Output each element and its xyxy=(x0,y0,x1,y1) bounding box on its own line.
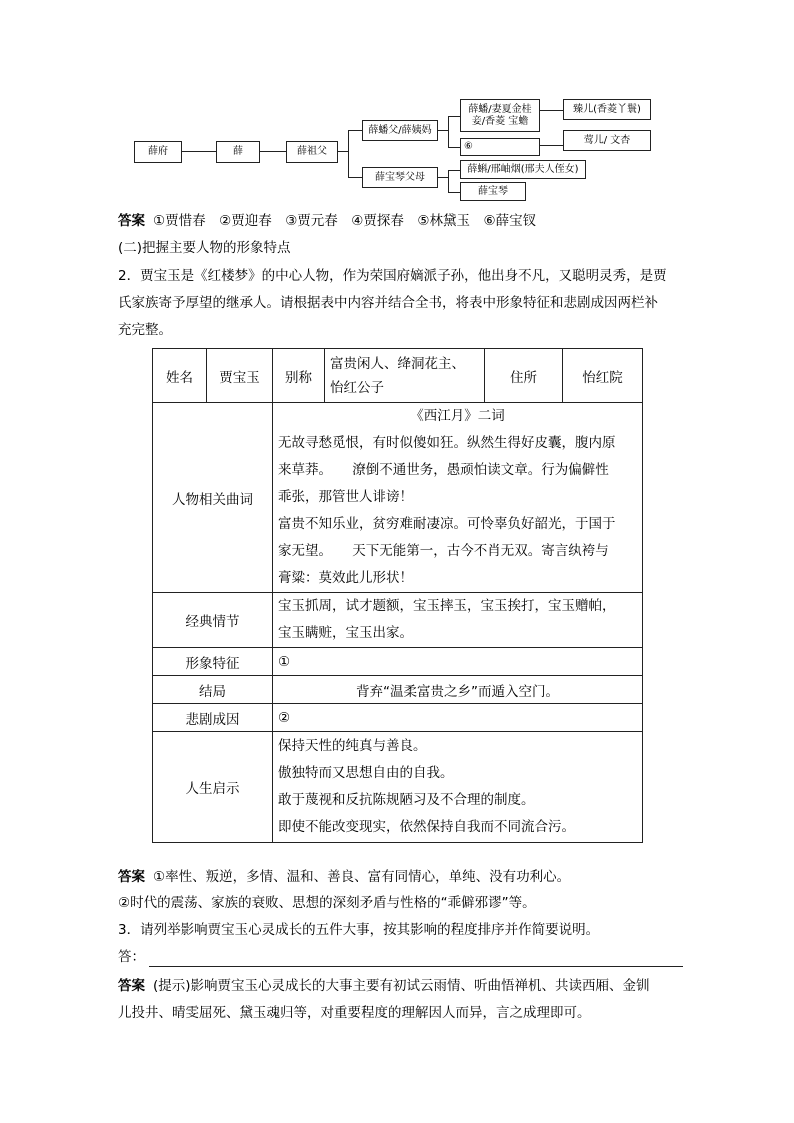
answer-label: 答案 xyxy=(118,213,145,229)
answer-2-line1 xyxy=(118,867,570,887)
cell-residence: 怡红院 xyxy=(563,349,643,403)
header-cause: 悲剧成因 xyxy=(153,704,273,732)
cell-alias xyxy=(325,349,485,403)
plot-line2: 宝玉瞒赃，宝玉出家。 xyxy=(278,625,413,641)
answer-2-text1: ①率性、叛逆，多情、温和、善良、富有同情心，单纯、没有功利心。 xyxy=(153,869,571,885)
table-row xyxy=(153,704,643,732)
node-xuepan-parents: 薛蟠父/薛姨妈 xyxy=(362,120,438,141)
connector xyxy=(348,130,349,177)
header-insight: 人生启示 xyxy=(153,732,273,843)
connector xyxy=(438,130,448,131)
header-ending: 结局 xyxy=(153,676,273,704)
connector xyxy=(448,147,460,148)
connector xyxy=(182,151,216,152)
cell-name: 贾宝玉 xyxy=(207,349,273,403)
node-xuepan xyxy=(460,99,540,132)
question-2-line2: 氏家族寄予厚望的继承人。请根据表中内容并结合全书，将表中形象特征和悲剧成因两栏补 xyxy=(118,295,658,311)
question-3: 3．请列举影响贾宝玉心灵成长的五件大事，按其影响的程度排序并作简要说明。 xyxy=(118,922,600,938)
answer-2-line2: ②时代的震荡、家族的衰败、思想的深刻矛盾与性格的“乖僻邪谬”等。 xyxy=(118,895,536,911)
insight-line: 即使不能改变现实，依然保持自我而不同流合污。 xyxy=(278,819,575,835)
insight-line: 傲独特而又思想自由的自我。 xyxy=(278,765,454,781)
header-alias: 别称 xyxy=(273,349,325,403)
table-row xyxy=(153,732,643,843)
connector xyxy=(448,170,449,192)
answer-1 xyxy=(118,211,536,231)
cell-insight xyxy=(273,732,643,843)
cell-cause: ② xyxy=(273,704,643,732)
answer-blank-line[interactable] xyxy=(149,950,683,967)
cell-image: ① xyxy=(273,648,643,676)
table-row xyxy=(153,403,643,593)
connector xyxy=(540,145,563,146)
section-title: (二)把握主要人物的形象特点 xyxy=(118,240,291,256)
cell-plot xyxy=(273,593,643,648)
node-xuefu: 薛府 xyxy=(134,141,182,163)
plot-line1: 宝玉抓周，试才题额，宝玉摔玉，宝玉挨打，宝玉赠帕， xyxy=(278,598,616,614)
node-xuebaoqin: 薛宝琴 xyxy=(460,182,526,201)
header-image: 形象特征 xyxy=(153,648,273,676)
cell-lyrics xyxy=(273,403,643,593)
connector xyxy=(448,116,460,117)
table-row xyxy=(153,593,643,648)
alias-line2: 怡红公子 xyxy=(330,379,384,396)
answer-prompt xyxy=(118,947,683,967)
header-residence: 住所 xyxy=(485,349,563,403)
answer-prompt-label: 答： xyxy=(118,949,145,965)
answer-3-line1 xyxy=(118,976,650,996)
cell-ending: 背弃“温柔富贵之乡”而遁入空门。 xyxy=(273,676,643,704)
connector xyxy=(348,130,362,131)
lyrics-line: 乖张，那管世人诽谤！ xyxy=(278,489,413,505)
connector xyxy=(260,151,286,152)
insight-line: 保持天性的纯真与善良。 xyxy=(278,738,427,754)
node-xuebaoqin-parents: 薛宝琴父母 xyxy=(362,167,438,188)
character-table xyxy=(152,348,643,843)
answer-1-text: ①贾惜春 ②贾迎春 ③贾元春 ④贾探春 ⑤林黛玉 ⑥薛宝钗 xyxy=(153,213,537,229)
question-2-line1: 2．贾宝玉是《红楼梦》的中心人物，作为荣国府嫡派子孙，他出身不凡，又聪明灵秀，是贾 xyxy=(118,268,667,284)
insight-line: 敢于蔑视和反抗陈规陋习及不合理的制度。 xyxy=(278,792,535,808)
lyrics-line: 无故寻愁觅恨，有时似傻如狂。纵然生得好皮囊，腹内原 xyxy=(278,435,616,451)
xuepan-line1: 薛蟠/妻夏金桂 xyxy=(468,104,532,115)
header-plot: 经典情节 xyxy=(153,593,273,648)
connector xyxy=(348,177,362,178)
node-yinger: 莺儿/ 文杏 xyxy=(563,130,651,151)
connector xyxy=(540,110,563,111)
answer-label: 答案 xyxy=(118,978,145,994)
connector xyxy=(448,192,460,193)
lyrics-line: 家无望。 天下无能第一，古今不肖无双。寄言纨袴与 xyxy=(278,543,609,559)
answer-3-text1: (提示)影响贾宝玉心灵成长的大事主要有初试云雨情、听曲悟禅机、共读西厢、金钏 xyxy=(153,978,650,994)
answer-3-line2: 儿投井、晴雯屈死、黛玉魂归等，对重要程度的理解因人而异，言之成理即可。 xyxy=(118,1005,591,1021)
connector xyxy=(338,151,348,152)
node-zhener: 臻儿(香菱丫鬟) xyxy=(563,99,651,120)
connector xyxy=(448,116,449,147)
lyrics-line: 富贵不知乐业，贫穷难耐凄凉。可怜辜负好韶光，于国于 xyxy=(278,516,616,532)
node-xue: 薛 xyxy=(216,141,260,163)
header-lyrics: 人物相关曲词 xyxy=(153,403,273,593)
answer-label: 答案 xyxy=(118,869,145,885)
table-row xyxy=(153,349,643,403)
node-xuezufu: 薛祖父 xyxy=(286,141,338,163)
lyrics-line: 膏粱：莫效此儿形状！ xyxy=(278,570,413,586)
header-name: 姓名 xyxy=(153,349,207,403)
table-row xyxy=(153,676,643,704)
alias-line1: 富贵闲人、绛洞花主、 xyxy=(330,355,465,372)
xuepan-line2: 妾/香菱 宝蟾 xyxy=(471,115,529,127)
question-2-line3: 充完整。 xyxy=(118,322,172,338)
table-row xyxy=(153,648,643,676)
lyrics-line: 来草莽。 潦倒不通世务，愚顽怕读文章。行为偏僻性 xyxy=(278,462,609,478)
connector xyxy=(438,177,448,178)
node-xueke: 薛蝌/邢岫烟(邢夫人侄女) xyxy=(460,160,586,179)
node-blank-6: ⑥ xyxy=(460,138,540,156)
lyrics-title: 《西江月》二词 xyxy=(410,408,505,424)
connector xyxy=(448,170,460,171)
